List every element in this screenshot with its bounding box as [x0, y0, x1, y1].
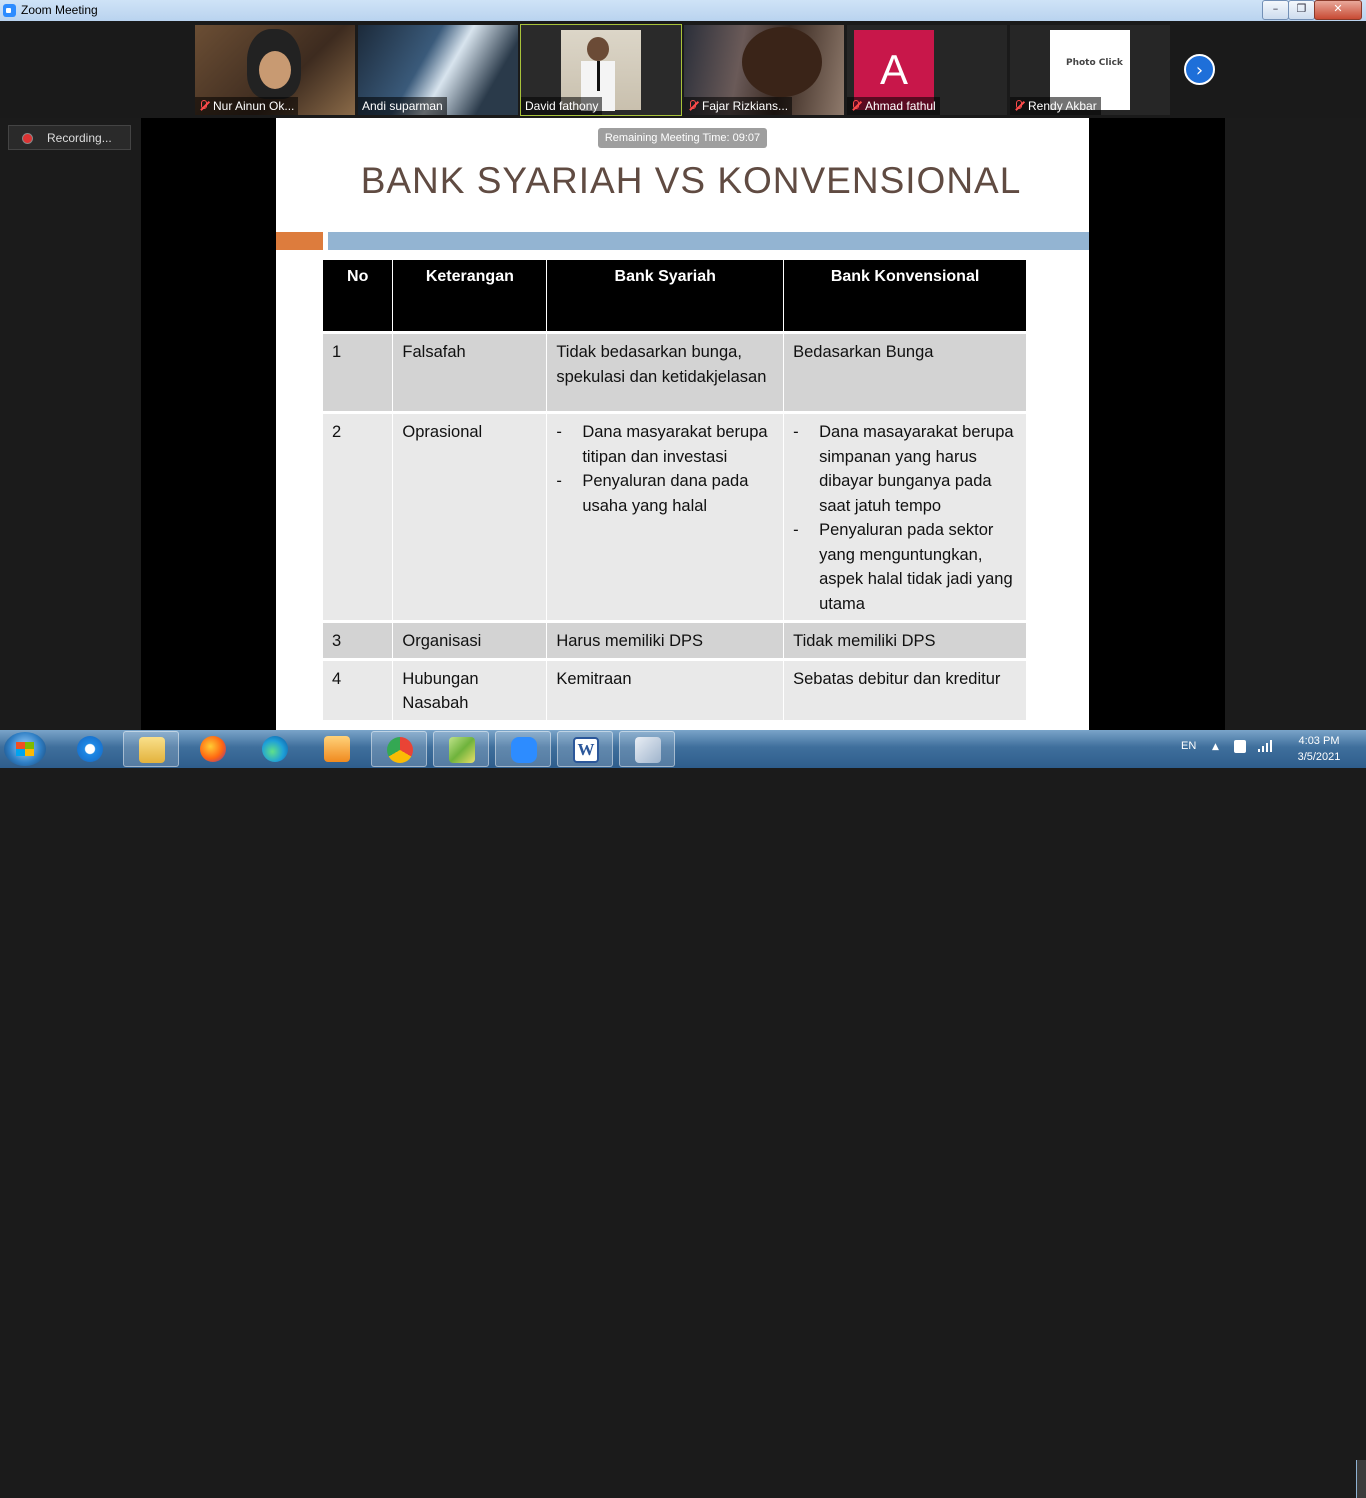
- muted-mic-icon: [851, 100, 860, 111]
- participant-tile[interactable]: [195, 25, 355, 115]
- participant-tile[interactable]: [847, 25, 1007, 115]
- minimize-button[interactable]: –: [1262, 0, 1289, 20]
- taskbar-snipping-tool[interactable]: [619, 731, 675, 767]
- cell-konvensional: Bedasarkan Bunga: [784, 333, 1027, 413]
- cell-no: 2: [323, 413, 393, 622]
- muted-mic-icon: [199, 100, 208, 111]
- cell-no: 1: [323, 333, 393, 413]
- chrome-icon: [387, 737, 413, 763]
- close-button[interactable]: ✕: [1314, 0, 1362, 20]
- header-bank-syariah: Bank Syariah: [547, 260, 784, 333]
- participant-tile-active[interactable]: [521, 25, 681, 115]
- list-item: - Dana masayarakat berupa simpanan yang harus dibayar bunganya pada saat jatuh tempo: [793, 420, 1018, 518]
- avatar: A: [854, 30, 934, 110]
- firefox-icon: [200, 736, 226, 762]
- list-item: - Penyaluran pada sektor yang menguntungkan, aspek halal tidak jadi yang utama: [793, 518, 1018, 616]
- action-center-icon[interactable]: [1234, 740, 1246, 753]
- comparison-table: [323, 260, 1027, 720]
- edge-icon: [262, 736, 288, 762]
- taskbar-edge[interactable]: [247, 731, 303, 767]
- taskbar-file-explorer[interactable]: [123, 731, 179, 767]
- snipping-tool-icon: [635, 737, 661, 763]
- language-indicator[interactable]: EN: [1181, 740, 1197, 752]
- list-item: - Penyaluran dana pada usaha yang halal: [556, 469, 775, 518]
- accent-bar-blue: [328, 232, 1089, 250]
- participant-tile[interactable]: [358, 25, 518, 115]
- recording-indicator[interactable]: [8, 125, 131, 150]
- start-button[interactable]: [4, 732, 46, 766]
- clock-date: 3/5/2021: [1297, 751, 1341, 763]
- recording-label: Recording...: [47, 131, 112, 145]
- taskbar-word[interactable]: [557, 731, 613, 767]
- table-header-row: [323, 260, 1027, 333]
- cell-konvensional: Sebatas debitur dan kreditur: [784, 659, 1027, 720]
- cell-no: 3: [323, 622, 393, 660]
- table-row: [323, 413, 1027, 622]
- cell-konvensional: [784, 413, 1027, 622]
- cell-syariah: [547, 413, 784, 622]
- chevron-right-icon: ›: [1195, 60, 1204, 81]
- logo-text: Photo Click: [1066, 58, 1123, 68]
- window-title: Zoom Meeting: [21, 3, 98, 17]
- cell-syariah: Tidak bedasarkan bunga, spekulasi dan ketidakjelasan: [547, 333, 784, 413]
- participant-name: Andi suparman: [358, 97, 447, 115]
- presentation-slide: [276, 118, 1089, 730]
- network-signal-icon[interactable]: [1258, 740, 1273, 752]
- cell-keterangan: Organisasi: [393, 622, 547, 660]
- participant-tile[interactable]: [684, 25, 844, 115]
- maximize-button[interactable]: ❐: [1288, 0, 1315, 20]
- cell-keterangan: Hubungan Nasabah: [393, 659, 547, 720]
- header-bank-konvensional: Bank Konvensional: [784, 260, 1027, 333]
- table-row: [323, 659, 1027, 720]
- participant-name: Fajar Rizkians...: [684, 97, 792, 115]
- zoom-app-icon: [3, 4, 16, 17]
- show-desktop-button[interactable]: [1356, 1460, 1366, 1498]
- taskbar-zoom[interactable]: [495, 731, 551, 767]
- header-keterangan: Keterangan: [393, 260, 547, 333]
- windows-taskbar: [0, 730, 1366, 768]
- syariah-list: [556, 420, 775, 518]
- taskbar-firefox[interactable]: [185, 731, 241, 767]
- table-row: [323, 333, 1027, 413]
- zoom-icon: [511, 737, 537, 763]
- remaining-time-badge: Remaining Meeting Time: 09:07: [598, 128, 767, 148]
- participant-name: Nur Ainun Ok...: [195, 97, 298, 115]
- cell-keterangan: Falsafah: [393, 333, 547, 413]
- muted-mic-icon: [688, 100, 697, 111]
- accent-bar-orange: [276, 232, 323, 250]
- konvensional-list: [793, 420, 1018, 616]
- media-player-icon: [324, 736, 350, 762]
- photos-icon: [449, 737, 475, 763]
- clock-time: 4:03 PM: [1298, 735, 1340, 747]
- cell-no: 4: [323, 659, 393, 720]
- taskbar-photos[interactable]: [433, 731, 489, 767]
- participant-name: Ahmad fathul: [847, 97, 940, 115]
- taskbar-chrome[interactable]: [371, 731, 427, 767]
- taskbar-internet-explorer[interactable]: [62, 731, 118, 767]
- list-item: - Dana masyarakat berupa titipan dan investasi: [556, 420, 775, 469]
- cell-konvensional: Tidak memiliki DPS: [784, 622, 1027, 660]
- header-no: No: [323, 260, 393, 333]
- word-icon: W: [573, 737, 599, 763]
- record-dot-icon: [22, 133, 33, 144]
- cell-keterangan: Oprasional: [393, 413, 547, 622]
- participant-tile[interactable]: [1010, 25, 1170, 115]
- participant-name: Rendy Akbar: [1010, 97, 1101, 115]
- cell-syariah: Harus memiliki DPS: [547, 622, 784, 660]
- tray-expand-icon[interactable]: ▲: [1212, 742, 1219, 752]
- slide-title: BANK SYARIAH VS KONVENSIONAL: [360, 160, 1022, 201]
- system-clock[interactable]: [1283, 733, 1355, 765]
- muted-mic-icon: [1014, 100, 1023, 111]
- windows-logo-icon: [16, 742, 34, 756]
- participant-strip: [0, 21, 1366, 118]
- cell-syariah: Kemitraan: [547, 659, 784, 720]
- window-title-bar: [0, 0, 1366, 21]
- next-participants-button[interactable]: [1184, 54, 1215, 85]
- table-row: [323, 622, 1027, 660]
- file-explorer-icon: [139, 737, 165, 763]
- taskbar-media-player[interactable]: [309, 731, 365, 767]
- internet-explorer-icon: [77, 736, 103, 762]
- participant-name: David fathony: [521, 97, 602, 115]
